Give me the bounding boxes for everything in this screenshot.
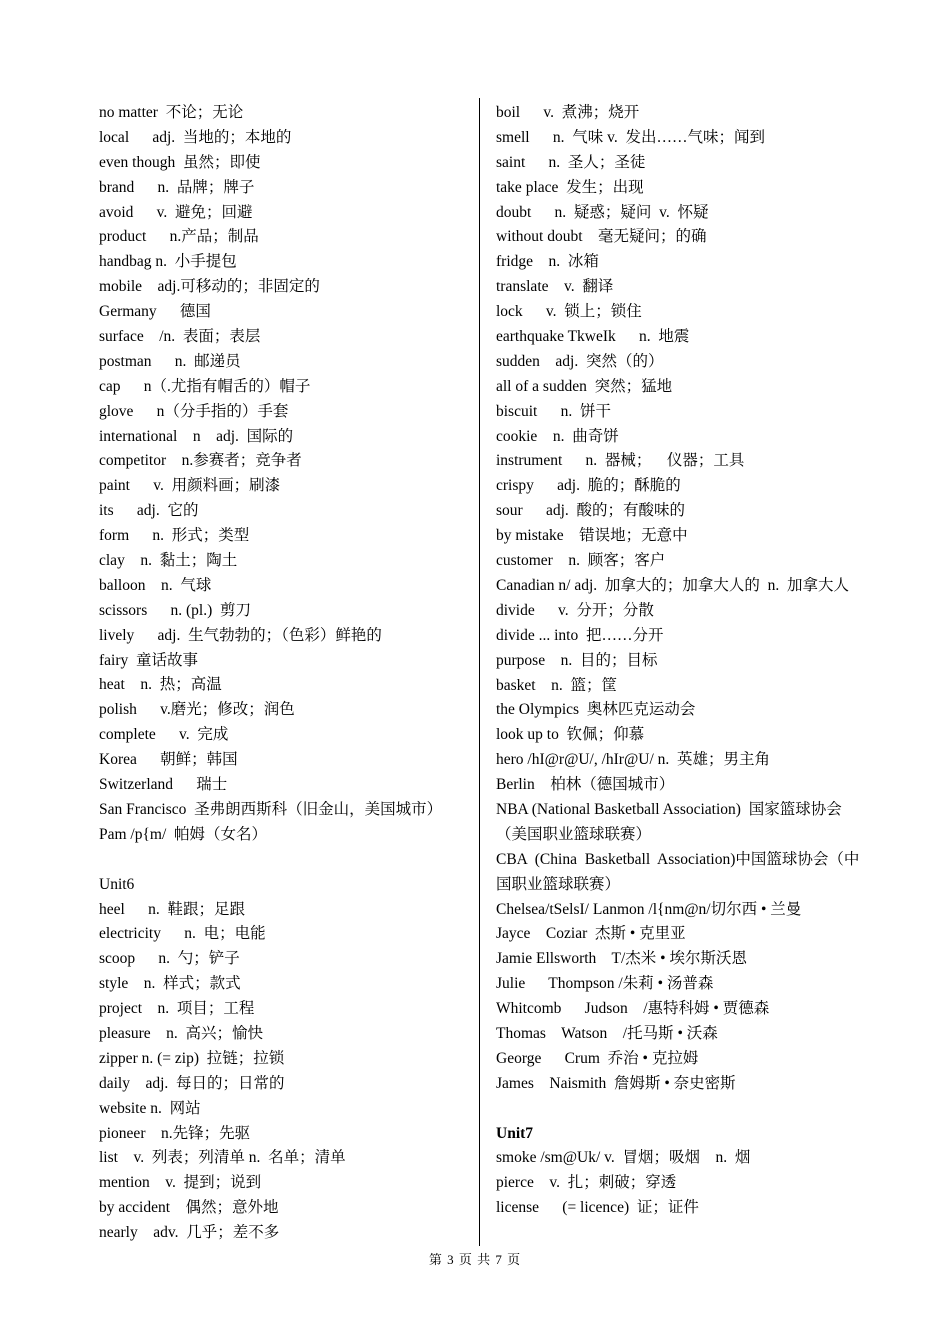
vocab-entry: handbag n. 小手提包 [99,253,237,271]
vocab-entry: its adj. 它的 [99,502,199,520]
vocab-entry: George Crum 乔治 • 克拉姆 [496,1049,699,1067]
vocab-entry: electricity n. 电；电能 [99,925,266,943]
vocab-entry: product n.产品；制品 [99,228,259,246]
blank-line [99,848,471,873]
vocab-entry: Berlin 柏林（德国城市） [496,776,675,794]
vocab-entry: pleasure n. 高兴；愉快 [99,1024,264,1042]
vocab-entry: even though 虽然；即使 [99,153,261,171]
vocab-entry: basket n. 篮；筐 [496,676,617,694]
vocab-entry: avoid v. 避免；回避 [99,203,253,221]
vocab-entry: James Naismith 詹姆斯 • 奈史密斯 [496,1074,736,1092]
left-column [99,101,471,1246]
vocab-entry: biscuit n. 饼干 [496,402,611,420]
vocab-entry: lively adj. 生气勃勃的；（色彩）鲜艳的 [99,626,382,644]
vocab-entry: paint v. 用颜料画；刷漆 [99,477,281,495]
vocab-entry: style n. 样式；款式 [99,975,241,993]
blank-line [496,1097,864,1122]
vocab-entry: sudden adj. 突然（的） [496,352,664,370]
vocab-entry: Switzerland 瑞士 [99,776,228,794]
vocab-entry: take place 发生；出现 [496,178,644,196]
vocab-entry: form n. 形式；类型 [99,527,250,545]
vocab-entry: fairy 童话故事 [99,651,199,669]
unit-heading: Unit7 [496,1124,534,1142]
vocab-entry: surface /n. 表面；表层 [99,328,261,346]
vocab-entry: glove n（分手指的）手套 [99,402,289,420]
vocab-entry: heat n. 热；高温 [99,676,222,694]
vocab-entry: look up to 钦佩；仰慕 [496,726,645,744]
vocab-entry: mention v. 提到；说到 [99,1174,262,1192]
unit-heading: Unit6 [99,875,135,893]
vocab-entry: mobile adj.可移动的；非固定的 [99,278,320,296]
vocab-entry: Whitcomb Judson /惠特科姆 • 贾德森 [496,1000,770,1018]
vocab-entry: fridge n. 冰箱 [496,253,599,271]
vocab-entry: daily adj. 每日的；日常的 [99,1074,285,1092]
vocab-entry: scoop n. 勺；铲子 [99,950,240,968]
vocab-entry: local adj. 当地的；本地的 [99,128,292,146]
vocab-entry: Jamie Ellsworth T/杰米 • 埃尔斯沃恩 [496,950,747,968]
vocab-entry: lock v. 锁上；锁住 [496,303,642,321]
vocab-entry: clay n. 黏土；陶土 [99,552,238,570]
vocab-entry: postman n. 邮递员 [99,352,241,370]
vocab-entry: doubt n. 疑惑；疑问 v. 怀疑 [496,203,709,221]
vocab-entry: by mistake 错误地；无意中 [496,527,688,545]
vocab-entry: cap n（.尤指有帽舌的）帽子 [99,377,311,395]
vocab-entry: CBA (China Basketball Association)中国篮球协会（中国职业篮球联赛） [496,850,860,893]
vocab-entry: pierce v. 扎；刺破；穿透 [496,1174,677,1192]
vocab-entry: boil v. 煮沸；烧开 [496,104,640,121]
vocab-entry: Julie Thompson /朱莉 • 汤普森 [496,975,714,993]
vocab-entry: project n. 项目；工程 [99,1000,255,1018]
vocab-entry: by accident 偶然；意外地 [99,1199,279,1217]
vocab-entry: Chelsea/tSelsI/ Lanmon /l{nm@n/切尔西 • 兰曼 [496,900,802,918]
vocab-entry: license (= licence) 证；证件 [496,1199,699,1217]
vocab-entry: pioneer n.先锋；先驱 [99,1124,251,1142]
vocab-entry: crispy adj. 脆的；酥脆的 [496,477,681,495]
vocab-entry: smell n. 气味 v. 发出……气味；闻到 [496,128,765,146]
vocab-entry: saint n. 圣人；圣徒 [496,153,646,171]
vocab-entry: divide v. 分开；分散 [496,601,654,619]
vocab-entry: Jayce Coziar 杰斯 • 克里亚 [496,925,686,943]
column-divider [479,98,480,1246]
vocab-entry: sour adj. 酸的；有酸味的 [496,502,686,520]
vocab-entry: purpose n. 目的；目标 [496,651,658,669]
right-column [496,101,864,1221]
vocab-entry: Germany 德国 [99,303,211,321]
vocab-entry: translate v. 翻译 [496,278,614,296]
vocab-entry: complete v. 完成 [99,726,229,744]
vocab-entry: customer n. 顾客；客户 [496,552,666,570]
vocab-entry: polish v.磨光；修改；润色 [99,701,295,719]
vocab-entry: earthquake TkweIk n. 地震 [496,328,690,346]
vocab-entry: instrument n. 器械； 仪器；工具 [496,452,745,470]
vocab-entry: international n adj. 国际的 [99,427,294,445]
vocab-entry: competitor n.参赛者；竞争者 [99,452,302,470]
vocab-entry: no matter 不论；无论 [99,104,244,121]
vocab-entry: website n. 网站 [99,1099,201,1117]
vocab-entry: Canadian n/ adj. 加拿大的；加拿大人的 n. 加拿大人 [496,576,850,594]
vocab-entry: balloon n. 气球 [99,576,212,594]
vocab-entry: all of a sudden 突然；猛地 [496,377,673,395]
vocab-entry: hero /hI@r@U/, /hIr@U/ n. 英雄；男主角 [496,751,770,769]
vocab-entry: Thomas Watson /托马斯 • 沃森 [496,1025,718,1043]
vocab-entry: without doubt 毫无疑问；的确 [496,228,707,246]
vocab-entry: NBA (National Basketball Association) 国家篮球协会 （美国职业篮球联赛） [496,800,850,843]
vocab-entry: zipper n. (= zip) 拉链；拉锁 [99,1049,285,1067]
vocab-entry: smoke /sm@Uk/ v. 冒烟；吸烟 n. 烟 [496,1149,751,1167]
vocab-entry: list v. 列表；列清单 n. 名单；清单 [99,1149,346,1167]
vocab-entry: Korea 朝鲜；韩国 [99,751,238,769]
vocab-entry: scissors n. (pl.) 剪刀 [99,601,251,619]
vocab-entry: nearly adv. 几乎；差不多 [99,1224,280,1242]
page-number-footer: 第 3 页 共 7 页 [428,1252,522,1267]
vocab-entry: the Olympics 奥林匹克运动会 [496,701,696,719]
vocab-entry: cookie n. 曲奇饼 [496,427,619,445]
vocab-entry: brand n. 品牌；牌子 [99,178,255,196]
vocab-entry: heel n. 鞋跟；足跟 [99,900,245,918]
vocab-entry: divide ... into 把……分开 [496,626,664,644]
vocab-entry: Pam /p{m/ 帕姆（女名） [99,825,268,843]
vocab-entry: San Francisco 圣弗朗西斯科（旧金山，美国城市） [99,800,443,818]
